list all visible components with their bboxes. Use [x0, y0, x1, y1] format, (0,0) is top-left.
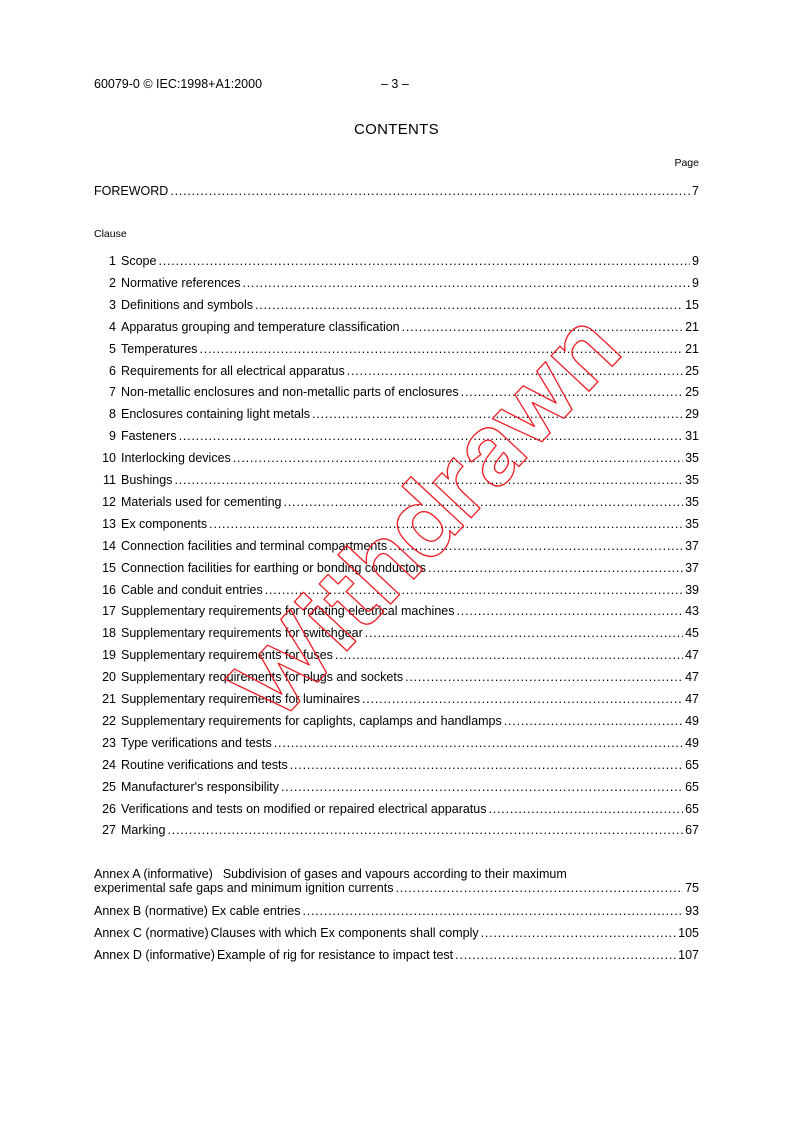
clause-title: Normative references	[121, 275, 241, 290]
toc-entry-annex-b[interactable]	[94, 904, 699, 919]
toc-entry-clause-4[interactable]	[94, 320, 699, 335]
clause-title: Supplementary requirements for plugs and sockets	[121, 670, 404, 685]
page-marker: – 3 –	[381, 77, 409, 91]
clause-page: 47	[685, 670, 699, 685]
clause-title: Definitions and symbols	[121, 297, 254, 312]
clause-page: 21	[685, 341, 699, 356]
clause-page: 67	[685, 823, 699, 838]
leader-dots	[455, 948, 676, 963]
toc-entry-clause-12[interactable]	[94, 495, 699, 510]
annex-a-first-line	[94, 867, 567, 882]
document-id: 60079-0 © IEC:1998+A1:2000	[94, 77, 263, 91]
clause-column-label: Clause	[94, 228, 127, 240]
clause-page: 29	[685, 407, 699, 422]
toc-entry-clause-2[interactable]	[94, 276, 699, 291]
clause-number: 4	[109, 319, 116, 334]
leader-dots	[274, 736, 683, 751]
clause-title: Connection facilities and terminal compartments	[121, 538, 388, 553]
annex-label: Annex A (informative)	[94, 867, 213, 881]
clause-number: 19	[102, 648, 116, 663]
clause-title: Supplementary requirements for luminaires	[121, 692, 360, 706]
clause-title: Type verifications and tests	[121, 735, 272, 750]
clause-number: 20	[102, 670, 116, 685]
clause-number: 11	[103, 473, 116, 487]
clause-page: 21	[685, 319, 699, 334]
toc-entry-clause-1[interactable]	[94, 254, 699, 269]
clause-page: 31	[685, 429, 699, 444]
toc-entry-clause-26[interactable]	[94, 802, 699, 817]
clause-number: 22	[102, 713, 116, 728]
clause-title: Bushings	[121, 473, 173, 487]
toc-entry-page: 7	[692, 184, 699, 198]
clause-number: 17	[102, 604, 116, 619]
clause-page: 49	[685, 735, 699, 750]
clause-number: 2	[109, 275, 116, 290]
clause-page: 39	[685, 582, 699, 597]
clause-number: 25	[102, 779, 116, 794]
toc-entry-clause-9[interactable]	[94, 429, 699, 444]
clause-title: Enclosures containing light metals	[121, 407, 310, 422]
clause-number: 6	[109, 363, 116, 378]
leader-dots	[312, 407, 683, 422]
clause-page: 47	[685, 648, 699, 663]
contents-heading: CONTENTS	[354, 121, 439, 138]
clause-page: 35	[685, 494, 699, 509]
toc-entry-clause-3[interactable]	[94, 298, 699, 313]
toc-entry-clause-16[interactable]	[94, 583, 699, 598]
clause-number: 15	[102, 560, 116, 575]
clause-number: 13	[102, 516, 116, 531]
leader-dots	[174, 473, 683, 488]
clause-number: 14	[102, 538, 116, 553]
leader-dots	[488, 802, 683, 817]
clause-page: 45	[685, 626, 699, 641]
clause-title: Requirements for all electrical apparatus	[121, 363, 345, 378]
clause-title: Verifications and tests on modified or repaired electrical apparatus	[121, 801, 487, 816]
clause-number: 24	[102, 757, 116, 772]
clause-page: 9	[692, 275, 699, 290]
clause-title: Scope	[121, 254, 157, 268]
toc-entry-annex-d[interactable]	[94, 948, 699, 963]
leader-dots	[395, 881, 683, 896]
leader-dots	[362, 692, 683, 707]
clause-page: 15	[685, 297, 699, 312]
clause-title: Marking	[121, 823, 166, 838]
leader-dots	[281, 780, 683, 795]
clause-title: Connection facilities for earthing or bonding conductors	[121, 560, 427, 575]
toc-entry-clause-19[interactable]	[94, 648, 699, 663]
toc-entry-clause-27[interactable]	[94, 823, 699, 838]
clause-number: 16	[102, 582, 116, 597]
leader-dots	[389, 539, 683, 554]
clause-number: 27	[102, 823, 116, 838]
leader-dots	[457, 604, 684, 619]
toc-entry-clause-21[interactable]	[94, 692, 699, 707]
clause-title: Supplementary requirements for rotating electrical machines	[121, 604, 455, 619]
toc-entry-page: 75	[685, 881, 699, 895]
annex-title: Example of rig for resistance to impact test	[216, 948, 454, 962]
annex-title: Ex cable entries	[211, 904, 301, 918]
clause-title: Supplementary requirements for switchgear	[121, 626, 363, 641]
clause-number: 26	[102, 801, 116, 816]
clause-number: 7	[109, 385, 116, 400]
clause-page: 43	[685, 604, 699, 619]
leader-dots	[504, 714, 683, 729]
toc-entry-clause-25[interactable]	[94, 780, 699, 795]
toc-entry-page: 107	[678, 948, 699, 962]
clause-title: Fasteners	[121, 429, 177, 444]
toc-entry-clause-11[interactable]	[94, 473, 699, 488]
leader-dots	[461, 385, 683, 400]
clause-page: 65	[685, 757, 699, 772]
clause-title: Supplementary requirements for fuses	[121, 648, 333, 663]
clause-title: Manufacturer's responsibility	[121, 779, 280, 794]
clause-title: Materials used for cementing	[121, 494, 282, 509]
clause-page: 9	[692, 254, 699, 268]
clause-number: 18	[102, 626, 116, 641]
toc-entry-clause-24[interactable]	[94, 758, 699, 773]
clause-page: 65	[685, 779, 699, 794]
leader-dots	[290, 758, 683, 773]
clause-title: Routine verifications and tests	[121, 757, 288, 772]
clause-page: 35	[685, 451, 699, 466]
clause-page: 47	[685, 692, 699, 706]
leader-dots	[167, 823, 683, 838]
annex-title-line2: experimental safe gaps and minimum ignition currents	[94, 881, 394, 895]
leader-dots	[302, 904, 683, 919]
clause-number: 1	[109, 254, 116, 268]
clause-title: Cable and conduit entries	[121, 582, 263, 597]
leader-dots	[347, 364, 683, 379]
leader-dots	[365, 626, 683, 641]
leader-dots	[255, 298, 683, 313]
toc-entry-page: 105	[678, 926, 699, 940]
toc-entry-annex-c[interactable]	[94, 926, 699, 941]
clause-page: 37	[685, 538, 699, 553]
clause-number: 8	[109, 407, 116, 422]
clause-page: 65	[685, 801, 699, 816]
toc-entry-clause-8[interactable]	[94, 407, 699, 422]
clause-page: 49	[685, 713, 699, 728]
annex-label: Annex D (informative)	[94, 948, 215, 962]
annex-title: Clauses with which Ex components shall comply	[210, 926, 479, 940]
clause-title: Interlocking devices	[121, 451, 231, 466]
clause-number: 21	[102, 692, 116, 706]
clause-number: 10	[102, 451, 116, 466]
toc-entry-clause-23[interactable]	[94, 736, 699, 751]
leader-dots	[243, 276, 691, 291]
leader-dots	[179, 429, 684, 444]
leader-dots	[428, 561, 683, 576]
clause-number: 12	[102, 494, 116, 509]
clause-number: 5	[109, 341, 116, 356]
leader-dots	[335, 648, 683, 663]
toc-entry-clause-18[interactable]	[94, 626, 699, 641]
toc-entry-clause-13[interactable]	[94, 517, 699, 532]
leader-dots	[481, 926, 677, 941]
leader-dots	[158, 254, 690, 269]
annex-label: Annex B (normative)	[94, 904, 208, 918]
toc-entry-clause-20[interactable]	[94, 670, 699, 685]
toc-entry-clause-22[interactable]	[94, 714, 699, 729]
leader-dots	[402, 320, 683, 335]
toc-entry-clause-6[interactable]	[94, 364, 699, 379]
annex-label: Annex C (normative)	[94, 926, 209, 940]
clause-title: Ex components	[121, 516, 208, 531]
clause-number: 23	[102, 735, 116, 750]
toc-entry-clause-14[interactable]	[94, 539, 699, 554]
leader-dots	[405, 670, 683, 685]
leader-dots	[209, 517, 683, 532]
clause-title: Non-metallic enclosures and non-metallic parts of enclosures	[121, 385, 459, 400]
page-column-label: Page	[674, 157, 699, 169]
toc-entry-clause-15[interactable]	[94, 561, 699, 576]
toc-entry-foreword[interactable]	[94, 184, 699, 199]
annex-title-line1: Subdivision of gases and vapours according to their maximum	[222, 867, 567, 881]
clause-title: Supplementary requirements for caplights, caplamps and handlamps	[121, 713, 502, 728]
leader-dots	[233, 451, 683, 466]
clause-title: Apparatus grouping and temperature classification	[121, 319, 400, 334]
leader-dots	[265, 583, 683, 598]
clause-page: 25	[685, 363, 699, 378]
toc-entry-page: 93	[685, 904, 699, 918]
toc-entry-clause-7[interactable]	[94, 385, 699, 400]
clause-number: 9	[109, 429, 116, 444]
leader-dots	[199, 342, 683, 357]
clause-page: 35	[685, 473, 699, 487]
clause-page: 37	[685, 560, 699, 575]
toc-entry-annex-a[interactable]	[94, 881, 699, 896]
toc-entry-clause-10[interactable]	[94, 451, 699, 466]
clause-title: Temperatures	[121, 341, 198, 356]
clause-page: 25	[685, 385, 699, 400]
leader-dots	[170, 184, 690, 199]
clause-page: 35	[685, 516, 699, 531]
toc-entry-clause-5[interactable]	[94, 342, 699, 357]
toc-entry-clause-17[interactable]	[94, 604, 699, 619]
toc-entry-title: FOREWORD	[94, 184, 169, 198]
clause-number: 3	[109, 297, 116, 312]
leader-dots	[284, 495, 684, 510]
